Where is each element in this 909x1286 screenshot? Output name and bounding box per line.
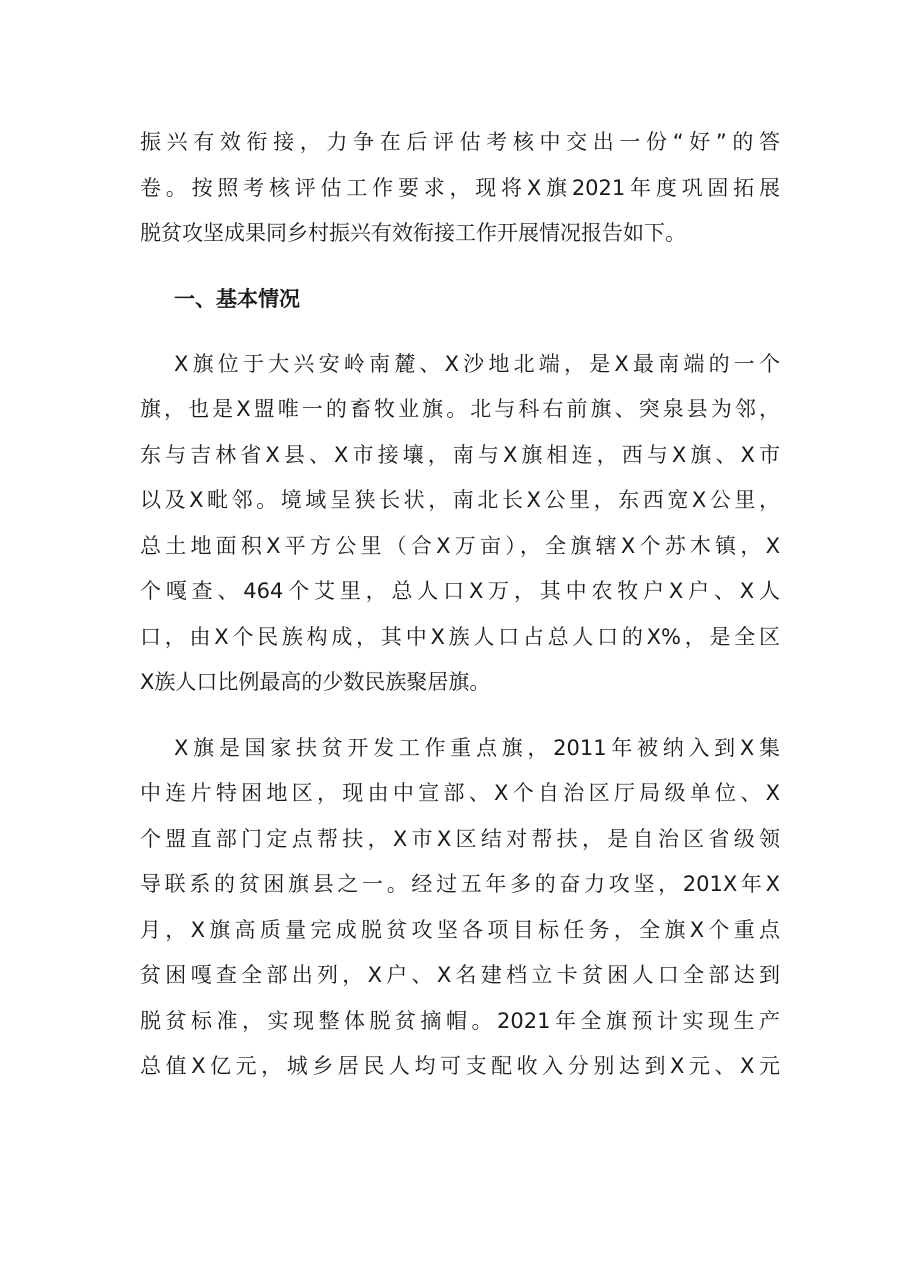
paragraph-poverty-alleviation	[140, 726, 780, 1090]
text-line: 个盟直部门定点帮扶，X市X区结对帮扶，是自治区省级领	[140, 826, 780, 851]
text-line: 总土地面积X平方公里（合X万亩），全旗辖X个苏木镇，X	[140, 533, 780, 558]
text-line: X旗位于大兴安岭南麓、X沙地北端，是X最南端的一个	[174, 351, 780, 376]
text-line: 口，由X个民族构成，其中X族人口占总人口的X%，是全区	[140, 624, 780, 649]
text-line: X族人口比例最高的少数民族聚居旗。	[140, 670, 491, 694]
text-line: 脱贫标准，实现整体脱贫摘帽。2021年全旗预计实现生产	[140, 1008, 780, 1033]
text-line: 振兴有效衔接，力争在后评估考核中交出一份“好”的答	[140, 130, 780, 154]
text-line: 东与吉林省X县、X市接壤，南与X旗相连，西与X旗、X市	[140, 442, 780, 467]
text-line: 总值X亿元，城乡居民人均可支配收入分别达到X元、X元	[140, 1054, 780, 1078]
text-line: 旗，也是X盟唯一的畜牧业旗。北与科右前旗、突泉县为邻，	[140, 397, 780, 421]
section-heading: 一、基本情况	[174, 286, 300, 311]
paragraph-intro	[140, 120, 780, 257]
text-line: 月，X旗高质量完成脱贫攻坚各项目标任务，全旗X个重点	[140, 917, 780, 942]
text-line: 个嘎查、464个艾里，总人口X万，其中农牧户X户、X人	[140, 579, 780, 603]
text-line: 脱贫攻坚成果同乡村振兴有效衔接工作开展情况报告如下。	[140, 221, 686, 245]
document-page	[140, 120, 780, 1090]
text-line: 导联系的贫困旗县之一。经过五年多的奋力攻坚，201X年X	[140, 872, 780, 896]
text-line: 中连片特困地区，现由中宣部、X个自治区厅局级单位、X	[140, 781, 780, 805]
text-line: 以及X毗邻。境域呈狭长状，南北长X公里，东西宽X公里，	[140, 488, 780, 512]
paragraph-basic-info	[140, 342, 780, 706]
text-line: X旗是国家扶贫开发工作重点旗，2011年被纳入到X集	[174, 735, 780, 760]
text-line: 卷。按照考核评估工作要求，现将X旗2021年度巩固拓展	[140, 175, 780, 200]
text-line: 贫困嘎查全部出列，X户、X名建档立卡贫困人口全部达到	[140, 963, 780, 987]
